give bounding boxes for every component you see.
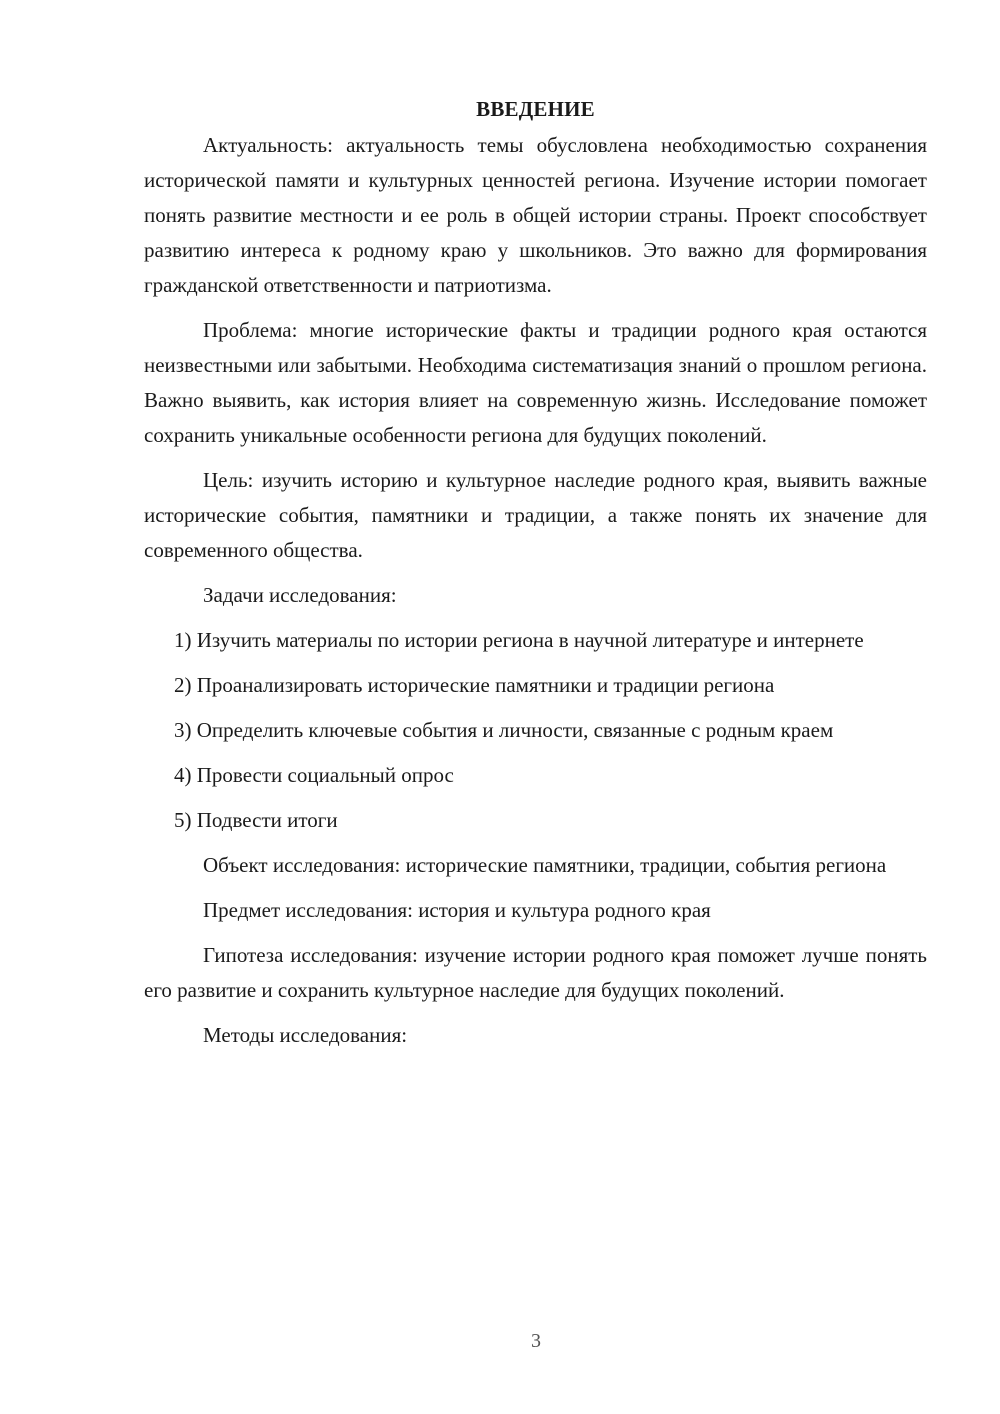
subject-paragraph: Предмет исследования: история и культура родного края: [203, 898, 711, 922]
task-item-5: 5) Подвести итоги: [174, 808, 338, 832]
task-item-1: 1) Изучить материалы по истории региона в научной литературе и интернете: [174, 628, 864, 652]
page-number: 3: [531, 1330, 541, 1352]
methods-heading: Методы исследования:: [203, 1023, 408, 1047]
hypothesis-paragraph: Гипотеза исследования: изучение истории родного края поможет лучше понять его развитие и сохранить культурное наследие для будущих поколений.: [144, 943, 927, 1002]
document-title: ВВЕДЕНИЕ: [476, 97, 595, 121]
document-page: [144, 92, 927, 1063]
goal-paragraph: Цель: изучить историю и культурное наследие родного края, выявить важные исторические события, памятники и традиции, а также понять их значение для современного общества.: [144, 468, 927, 562]
task-item-4: 4) Провести социальный опрос: [174, 763, 454, 787]
relevance-paragraph: Актуальность: актуальность темы обусловлена необходимостью сохранения исторической памяти и культурных ценностей региона. Изучение истории помогает понять развитие местности и ее роль в общей истории страны. Проект способствует развитию интереса к родному краю у школьников. Это важно для формирования гражданской ответственности и патриотизма.: [144, 133, 927, 297]
task-item-3: 3) Определить ключевые события и личности, связанные с родным краем: [174, 718, 834, 742]
tasks-heading: Задачи исследования:: [203, 583, 397, 607]
task-item-2: 2) Проанализировать исторические памятники и традиции региона: [174, 673, 775, 697]
problem-paragraph: Проблема: многие исторические факты и традиции родного края остаются неизвестными или забытыми. Необходима систематизация знаний о прошлом региона. Важно выявить, как история влияет на современную жизнь. Исследование поможет сохранить уникальные особенности региона для будущих поколений.: [144, 318, 927, 447]
object-paragraph: Объект исследования: исторические памятники, традиции, события региона: [203, 853, 887, 877]
